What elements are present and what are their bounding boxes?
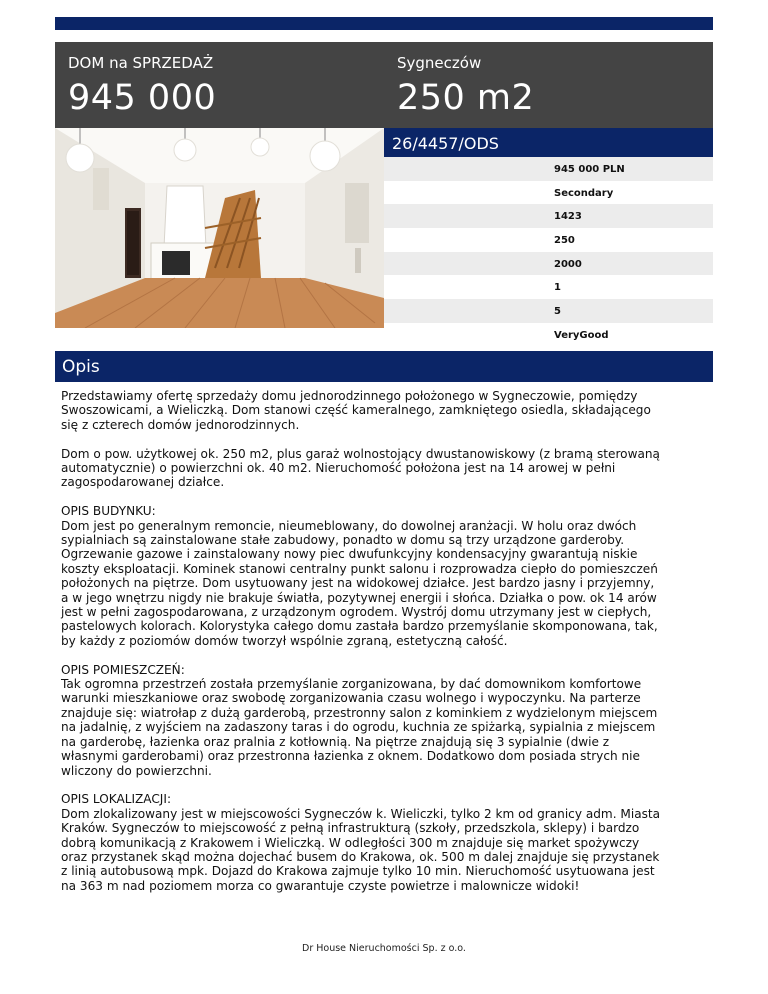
- detail-row: [384, 252, 713, 276]
- description-paragraph: Przedstawiamy ofertę sprzedaży domu jednorodzinnego położonego w Sygneczowie, pomiędzy Swoszowicami, a Wieliczką. Dom stanowi część kameralnego, zamkniętego osiedla, składającego się z czterech domów jednorodzinnych.: [61, 389, 651, 432]
- detail-market: Secondary: [554, 187, 614, 199]
- description-paragraph: Dom o pow. użytkowej ok. 250 m2, plus garaż wolnostojący dwustanowiskowy (z bramą sterowaną automatycznie) o powierzchni ok. 40 m2. Nieruchomość położona jest na 14 arowej w pełni zagospodarowanej działce.: [61, 446, 660, 490]
- detail-row: [384, 323, 713, 347]
- detail-price: 945 000 PLN: [554, 164, 625, 175]
- area-value: 250 m2: [397, 78, 535, 118]
- detail-year: 2000: [554, 258, 582, 270]
- detail-row: [384, 181, 713, 205]
- detail-area: 250: [554, 235, 575, 247]
- description-heading-bar: [55, 351, 713, 382]
- description-paragraph: OPIS LOKALIZACJI: Dom zlokalizowany jest w miejscowości Sygneczów k. Wieliczki, tylko 2 km od granicy adm. Miasta Kraków. Sygneczów to miejscowość z pełną infrastrukturą (szkoły, przedszkola, sklepy) i bardzo dobrą komunikacją z Krakowem i Wieliczką. W odległości 300 m znajduje się market spożywczy oraz przystanek skąd można dojechać busem do Krakowa, ok. 500 m dalej znajduje się przystanek z linią autobusową mpk. Dojazd do Krakowa zajmuje tylko 10 min. Nieruchomość usytuowana jest na 363 m nad poziomem morza co gwarantuje czyste powietrze i malownicze widoki!: [61, 792, 661, 893]
- detail-floors: 1: [554, 282, 561, 294]
- footer-company: Dr House Nieruchomości Sp. z o.o.: [302, 943, 466, 954]
- detail-row: [384, 204, 713, 228]
- top-accent-bar: [55, 17, 713, 30]
- detail-condition: VeryGood: [554, 329, 609, 341]
- detail-row: [384, 299, 713, 323]
- listing-type-label: DOM na SPRZEDAŻ: [68, 54, 214, 72]
- detail-row: [384, 157, 713, 181]
- detail-plot-area: 1423: [554, 211, 582, 223]
- interior-photo: [55, 128, 384, 328]
- price-value: 945 000: [68, 78, 217, 118]
- detail-row: [384, 228, 713, 252]
- detail-rooms: 5: [554, 306, 561, 318]
- details-list: [384, 157, 713, 347]
- reference-bar: [384, 128, 713, 157]
- description-body: [61, 389, 713, 908]
- listing-header: [55, 42, 713, 128]
- description-paragraph: OPIS POMIESZCZEŃ: Tak ogromna przestrzeń została przemyślanie zorganizowana, by dać domownikom komfortowe warunki mieszkaniowe oraz swobodę zorganizowania czasu wolnego i wypoczynku. Na parterze znajduje się: wiatrołap z dużą garderobą, przestronny salon z kominkiem z wydzielonym miejscem na jadalnię, z wyjściem na zadaszony taras i do ogrodu, kuchnia ze spiżarką, sypialnia z miejscem na garderobę, łazienka oraz pralnia z kotłownią. Na piętrze znajdują się 3 sypialnie (dwie z własnymi garderobami) oraz przestronna łazienka z oknem. Dodatkowo dom posiada strych nie wliczony do powierzchni.: [61, 662, 658, 778]
- description-heading: Opis: [62, 357, 100, 377]
- detail-row: [384, 275, 713, 299]
- reference-number: 26/4457/ODS: [392, 134, 499, 153]
- description-paragraph: OPIS BUDYNKU: Dom jest po generalnym remoncie, nieumeblowany, do dowolnej aranżacji. W holu oraz dwóch sypialniach są zainstalowane stałe zabudowy, ponadto w domu są trzy urządzone garderoby. Ogrzewanie gazowe i zainstalowany nowy piec dwufunkcyjny kondensacyjny gwarantują niskie koszty eksploatacji. Kominek stanowi centralny punkt salonu i rozprowadza ciepło do pomieszczeń położonych na piętrze. Dom usytuowany jest na widokowej działce. Jest bardzo jasny i przyjemny, a w jego wnętrzu nigdy nie brakuje światła, pozytywnej energii i słońca. Działka o pow. ok 14 arów jest w pełni zagospodarowana, z urządzonym ogrodem. Wystrój domu utrzymany jest w ciepłych, pastelowych kolorach. Kolorystyka całego domu zastała bardzo przemyślanie skomponowana, tak, by każdy z poziomów domów tworzył wspólnie zgraną, estetyczną całość.: [61, 504, 658, 648]
- location-label: Sygneczów: [397, 54, 482, 72]
